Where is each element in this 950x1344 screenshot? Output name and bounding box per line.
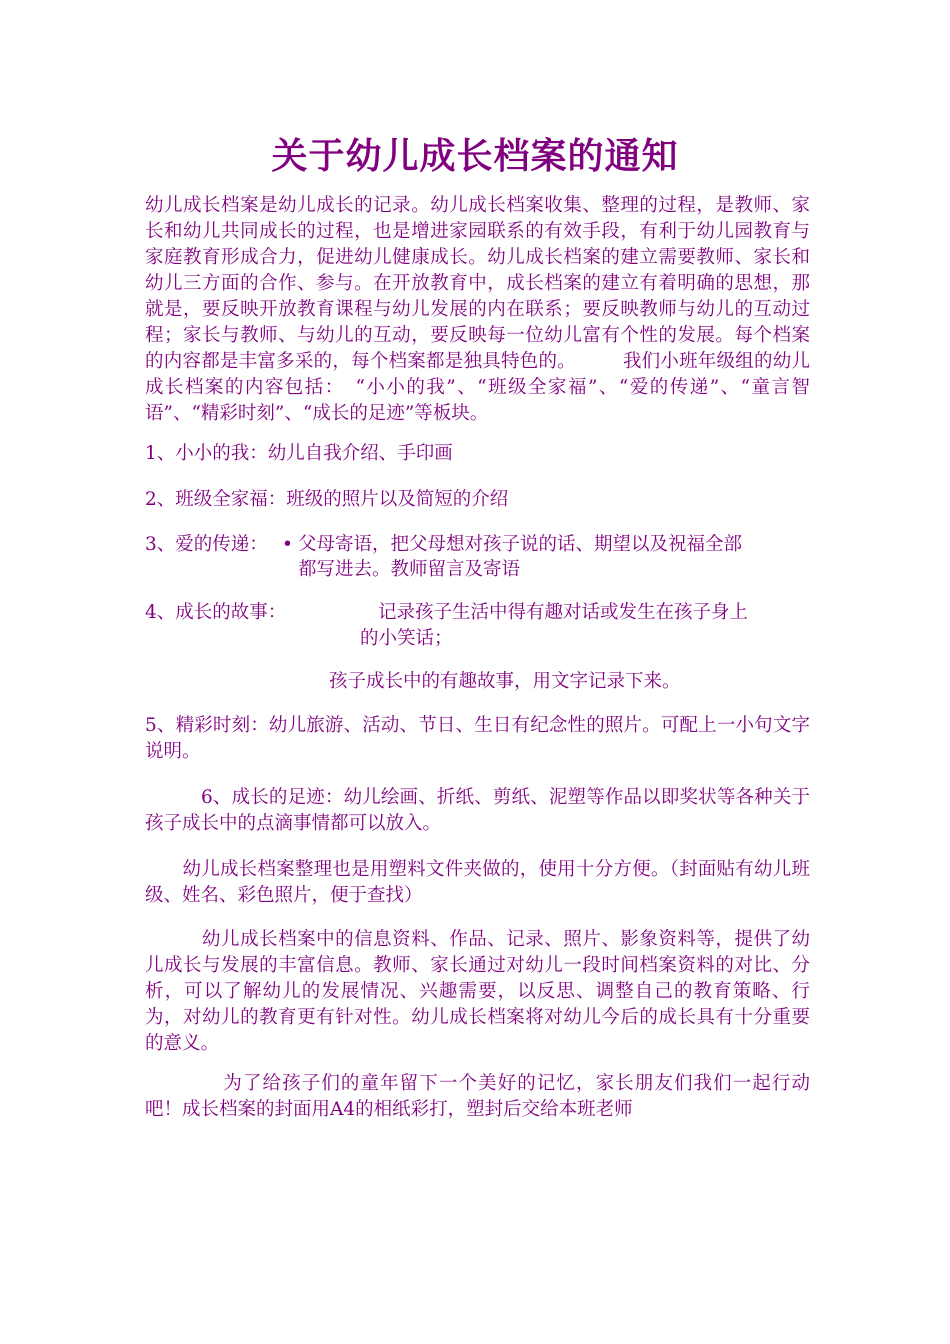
list-item-5: 5、精彩时刻：幼儿旅游、活动、节日、生日有纪念性的照片。可配上一小句文字说明。 xyxy=(145,715,810,762)
list-item-3-text-line2: 都写进去。教师留言及寄语 xyxy=(298,559,521,580)
list-item-6: 6、成长的足迹：幼儿绘画、折纸、剪纸、泥塑等作品以即奖状等各种关于孩子成长中的点滴事情都可以放入。 xyxy=(145,787,810,834)
document-title: 关于幼儿成长档案的通知 xyxy=(271,136,679,177)
intro-paragraph: 幼儿成长档案是幼儿成长的记录。幼儿成长档案收集、整理的过程，是教师、家长和幼儿共同成长的过程，也是增进家园联系的有效手段，有利于幼儿园教育与家庭教育形成合力，促进幼儿健康成长。幼儿成长档案的建立需要教师、家长和幼儿三方面的合作、参与。在开放教育中，成长档案的建立有着明确的思想，那就是，要反映开放教育课程与幼儿发展的内在联系；要反映教师与幼儿的互动过程；家长与教师、与幼儿的互动，要反映每一位幼儿富有个性的发展。每个档案的内容都是丰富多采的，每个档案都是独具特色的。 我们小班年级组的幼儿成长档案的内容包括： “小小的我”、“班级全家福”、“爱的传递”、“童言智语”、“精彩时刻”、“成长的足迹”等板块。 xyxy=(145,195,810,424)
list-item-4-label: 4、成长的故事： xyxy=(145,602,287,623)
folder-paragraph: 幼儿成长档案整理也是用塑料文件夹做的，使用十分方便。（封面贴有幼儿班级、姓名、彩色照片，便于查找） xyxy=(145,859,810,906)
list-item-4-text-line1: 记录孩子生活中得有趣对话或发生在孩子身上 xyxy=(378,602,749,623)
closing-paragraph: 为了给孩子们的童年留下一个美好的记忆，家长朋友们我们一起行动吧！成长档案的封面用A4的相纸彩打，塑封后交给本班老师 xyxy=(145,1073,810,1120)
list-item-1: 1、小小的我：幼儿自我介绍、手印画 xyxy=(145,443,453,464)
list-item-3-label: 3、爱的传递： xyxy=(145,534,268,555)
list-item-4-text-line2: 的小笑话； xyxy=(360,628,453,649)
list-item-3-text-line1: 父母寄语，把父母想对孩子说的话、期望以及祝福全部 xyxy=(298,534,743,555)
list-item-4-text-line3: 孩子成长中的有趣故事，用文字记录下来。 xyxy=(329,671,681,692)
bullet-icon: • xyxy=(282,534,293,555)
info-paragraph: 幼儿成长档案中的信息资料、作品、记录、照片、影象资料等，提供了幼儿成长与发展的丰富信息。教师、家长通过对幼儿一段时间档案资料的对比、分析，可以了解幼儿的发展情况、兴趣需要，以反思、调整自己的教育策略、行为，对幼儿的教育更有针对性。幼儿成长档案将对幼儿今后的成长具有十分重要的意义。 xyxy=(145,929,810,1054)
list-item-2: 2、班级全家福：班级的照片以及简短的介绍 xyxy=(145,489,509,510)
